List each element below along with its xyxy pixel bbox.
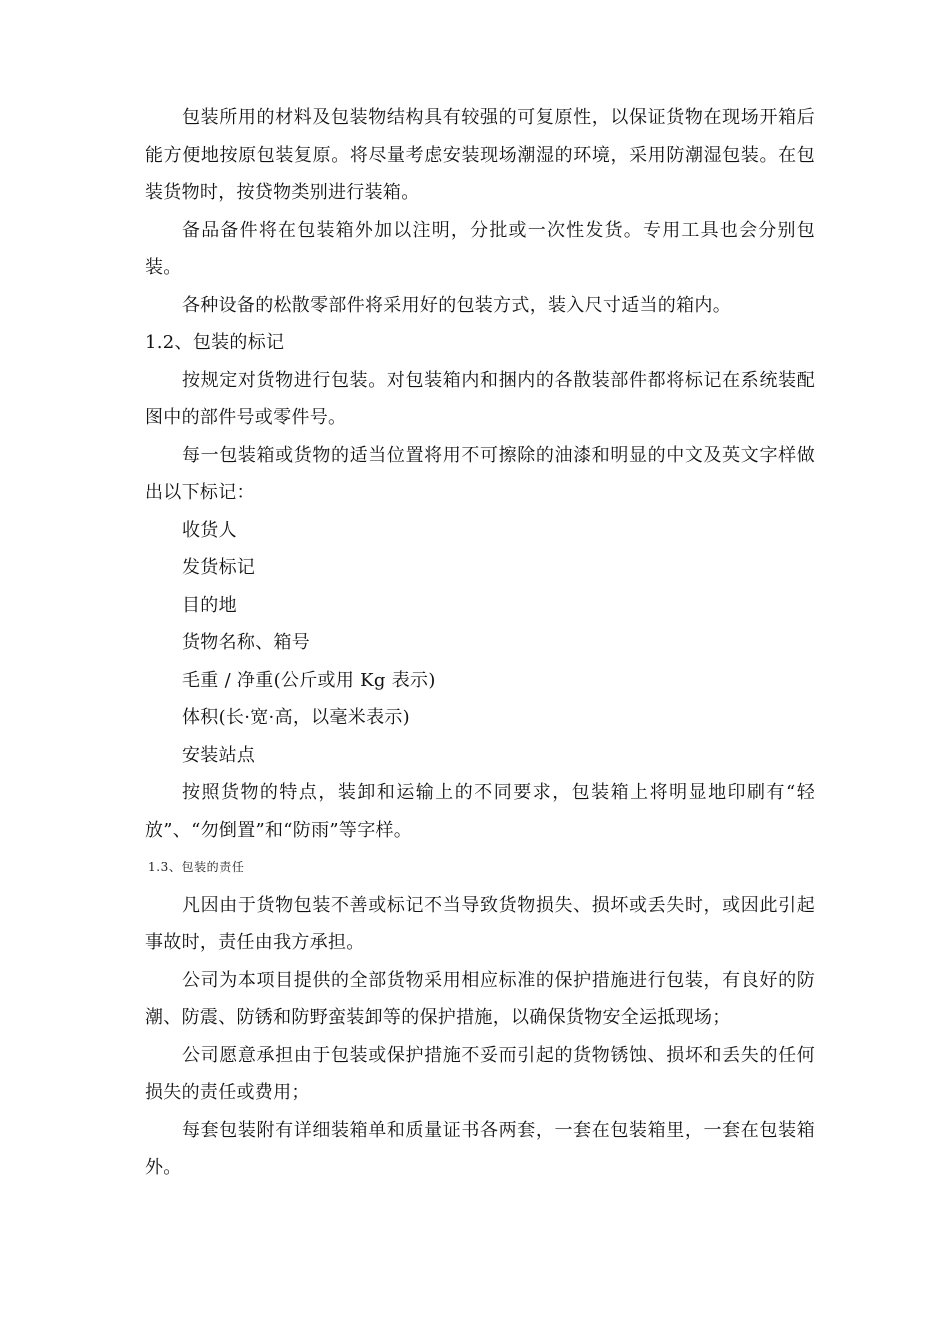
mark-item-install-site: 安装站点 [182,744,256,766]
section-heading-responsibility: 1.3、包装的责任 [148,860,245,874]
paragraph-damage-cost: 公司愿意承担由于包装或保护措施不妥而引起的货物锈蚀、损坏和丢失的任何损失的责任或费用； [145,1044,815,1103]
paragraph-handling-labels: 按照货物的特点，装卸和运输上的不同要求，包装箱上将明显地印刷有“轻放”、“勿倒置”和“防雨”等字样。 [145,782,815,841]
paragraph-packaging-materials: 包装所用的材料及包装物结构具有较强的可复原性，以保证货物在现场开箱后能方便地按原包装复原。将尽量考虑安装现场潮湿的环境，采用防潮湿包装。在包装货物时，按贷物类别进行装箱。 [145,107,815,203]
paragraph-loose-parts: 各种设备的松散零部件将采用好的包装方式，装入尺寸适当的箱内。 [182,294,731,316]
document-body [145,99,815,1187]
paragraph-marking-rules: 按规定对货物进行包装。对包装箱内和捆内的各散装部件都将标记在系统装配图中的部件号或零件号。 [145,369,815,428]
paragraph-packing-list: 每套包装附有详细装箱单和质量证书各两套，一套在包装箱里，一套在包装箱外。 [145,1119,815,1178]
paragraph-spare-parts: 备品备件将在包装箱外加以注明，分批或一次性发货。专用工具也会分别包装。 [145,219,815,278]
paragraph-protection-measures: 公司为本项目提供的全部货物采用相应标准的保护措施进行包装，有良好的防潮、防震、防锈和防野蛮装卸等的保护措施，以确保货物安全运抵现场； [145,969,815,1028]
mark-item-destination: 目的地 [182,594,237,616]
mark-item-shipping-mark: 发货标记 [182,557,256,578]
mark-item-volume: 体积(长·宽·高，以毫米表示) [182,707,410,728]
mark-item-goods-name: 货物名称、箱号 [182,632,311,653]
mark-item-weight: 毛重 / 净重(公斤或用 Kg 表示) [182,669,436,691]
paragraph-marking-method: 每一包装箱或货物的适当位置将用不可擦除的油漆和明显的中文及英文字样做出以下标记： [145,444,815,503]
paragraph-liability: 凡因由于货物包装不善或标记不当导致货物损失、损坏或丢失时，或因此引起事故时，责任由我方承担。 [145,894,815,953]
section-heading-marking: 1.2、包装的标记 [145,332,285,353]
mark-item-consignee: 收货人 [182,519,237,541]
